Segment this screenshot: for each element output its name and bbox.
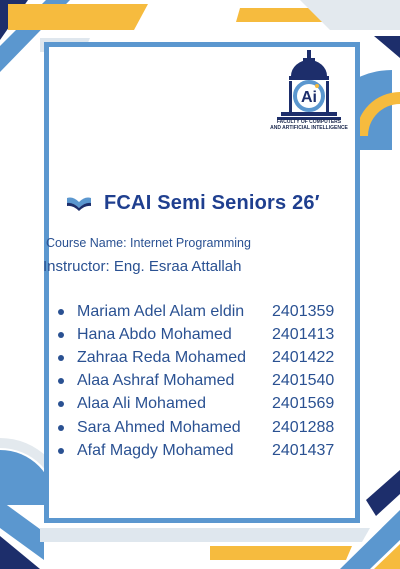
- bullet: [58, 378, 64, 384]
- member-id: 2401288: [272, 418, 335, 436]
- member-name: Afaf Magdy Mohamed: [77, 441, 234, 459]
- logo-caption-line-2: AND ARTIFICIAL INTELLIGENCE: [270, 125, 348, 131]
- member-name: Zahraa Reda Mohamed: [77, 348, 246, 366]
- member-name: Hana Abdo Mohamed: [77, 325, 232, 343]
- member-name: Mariam Adel Alam eldin: [77, 302, 245, 320]
- list-item: [58, 416, 334, 439]
- member-name: Alaa Ashraf Mohamed: [77, 372, 235, 390]
- member-list: [58, 300, 334, 462]
- list-item: [58, 393, 334, 416]
- page-title: FCAI Semi Seniors 26′: [104, 191, 320, 214]
- logo-mark: Ai: [301, 89, 317, 106]
- deco-grey-band-top-right: [300, 0, 400, 30]
- member-name: Sara Ahmed Mohamed: [77, 418, 241, 436]
- course-name: Course Name: Internet Programming: [46, 236, 251, 250]
- list-item: [58, 323, 334, 346]
- instructor-name: Instructor: Eng. Esraa Attallah: [43, 258, 242, 275]
- member-id: 2401422: [272, 348, 335, 366]
- deco-navy-stripe-bottom-right: [366, 470, 400, 516]
- bullet: [58, 401, 64, 407]
- deco-yellow-stripe-top-left: [8, 4, 148, 30]
- logo-caption: [262, 119, 356, 131]
- bullet: [58, 355, 64, 361]
- list-item: [58, 346, 334, 369]
- title-row: [66, 188, 320, 218]
- bullet: [58, 425, 64, 431]
- member-id: 2401413: [272, 325, 335, 343]
- list-item: [58, 300, 334, 323]
- list-item: [58, 439, 334, 462]
- bullet: [58, 448, 64, 454]
- logo-caption-line-1: FACULTY OF COMPUTERS: [276, 119, 342, 125]
- list-item: [58, 370, 334, 393]
- member-name: Alaa Ali Mohamed: [77, 395, 206, 413]
- member-id: 2401569: [272, 395, 335, 413]
- open-book-icon: [66, 194, 92, 212]
- bullet: [58, 309, 64, 315]
- member-id: 2401359: [272, 302, 335, 320]
- deco-navy-triangle-top-right: [374, 36, 400, 58]
- member-id: 2401540: [272, 372, 335, 390]
- deco-grey-band-bottom: [40, 528, 370, 542]
- bullet: [58, 332, 64, 338]
- member-id: 2401437: [272, 441, 335, 459]
- deco-yellow-stripe-bottom: [210, 546, 352, 560]
